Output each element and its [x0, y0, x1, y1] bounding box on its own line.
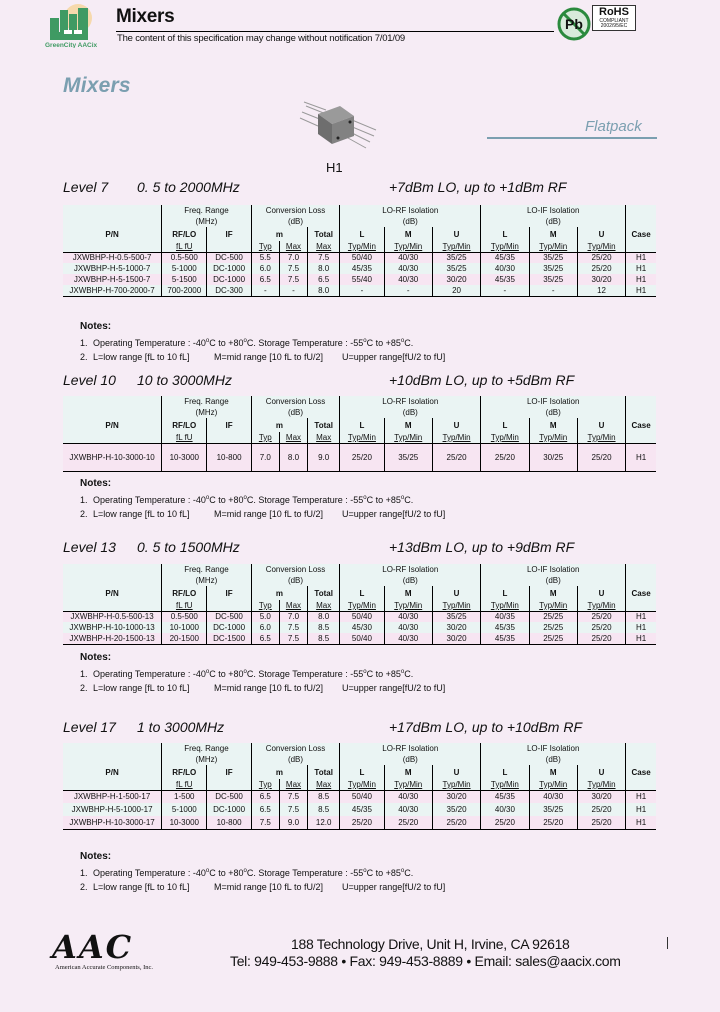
- cell-rf_u: 30/20: [432, 790, 480, 803]
- cell-pn: JXWBHP-H-5-1000-7: [63, 263, 162, 274]
- cell-if_m: 25/25: [529, 622, 577, 633]
- table-row: [63, 611, 656, 622]
- cell-typ: 5.0: [251, 611, 279, 622]
- cell-pn: JXWBHP-H-10-1000-13: [63, 622, 162, 633]
- cell-rflo: 0.5-500: [162, 611, 207, 622]
- cell-if: DC-1000: [207, 803, 251, 816]
- cell-rf_u: 30/20: [432, 274, 480, 285]
- cell-total: 8.0: [308, 263, 340, 274]
- cell-typ: 6.0: [251, 263, 279, 274]
- level-label: Level 7: [63, 179, 109, 195]
- cell-rf_l: 45/35: [340, 263, 384, 274]
- cell-typ: 7.5: [251, 816, 279, 829]
- cell-rf_u: 25/20: [432, 443, 480, 471]
- cell-rf_l: 50/40: [340, 252, 384, 263]
- cell-if_u: 25/20: [577, 611, 625, 622]
- cell-rflo: 20-1500: [162, 633, 207, 644]
- svg-text:GreenCity AACix: GreenCity AACix: [45, 42, 98, 48]
- table-row: [63, 263, 656, 274]
- cell-max: 7.0: [279, 252, 307, 263]
- notes-title: Notes:: [80, 478, 112, 489]
- cell-if: DC-500: [207, 611, 251, 622]
- cell-typ: 6.5: [251, 803, 279, 816]
- frequency-range: 0. 5 to 2000MHz: [137, 179, 240, 195]
- cell-rf_u: 35/25: [432, 611, 480, 622]
- notes-title: Notes:: [80, 321, 112, 332]
- cell-rf_m: 40/30: [384, 622, 432, 633]
- cell-if_u: 30/20: [577, 274, 625, 285]
- cell-max: -: [279, 285, 307, 296]
- cell-case: H1: [626, 803, 656, 816]
- note-temperature: 1. Operating Temperature : -40$^o$C to $+80^oC$. Storage Temperature : -55$^o$C to $+85^oC$.: [80, 868, 414, 878]
- cell-rf_m: 40/30: [384, 252, 432, 263]
- drive-level: +13dBm LO, up to +9dBm RF: [389, 539, 575, 555]
- cell-max: 7.5: [279, 803, 307, 816]
- cell-if_l: -: [481, 285, 529, 296]
- cell-pn: JXWBHP-H-700-2000-7: [63, 285, 162, 296]
- cell-rf_l: 45/30: [340, 622, 384, 633]
- note-ranges: 2. L=low range [fL to 10 fL] M=mid range [10 fL to fU/2] U=upper range[fU/2 to fU]: [80, 683, 446, 693]
- cell-max: 7.5: [279, 790, 307, 803]
- rohs-badge: RoHS COMPLIANT 2002/95/EC: [592, 5, 636, 31]
- cell-if_m: 35/25: [529, 803, 577, 816]
- cell-if_l: 40/30: [481, 803, 529, 816]
- table-row: [63, 285, 656, 296]
- note-temperature: 1. Operating Temperature : -40$^o$C to $+80^oC$. Storage Temperature : -55$^o$C to $+85^oC$.: [80, 495, 414, 505]
- section-heading: [63, 179, 566, 195]
- table-row: [63, 816, 656, 829]
- cell-if_u: 30/20: [577, 790, 625, 803]
- level-label: Level 13: [63, 539, 116, 555]
- cell-if_l: 25/20: [481, 816, 529, 829]
- notes: [80, 477, 445, 521]
- cell-if_m: 25/25: [529, 611, 577, 622]
- cell-rflo: 1-500: [162, 790, 207, 803]
- cell-case: H1: [626, 252, 656, 263]
- cell-rf_u: 35/25: [432, 252, 480, 263]
- notes: [80, 320, 445, 364]
- section-heading: [63, 719, 582, 735]
- table-row: [63, 790, 656, 803]
- cell-rf_m: 40/30: [384, 790, 432, 803]
- cell-typ: 6.5: [251, 790, 279, 803]
- cell-rf_l: 50/40: [340, 611, 384, 622]
- cell-if_l: 45/35: [481, 252, 529, 263]
- cell-rf_l: 25/20: [340, 443, 384, 471]
- cell-pn: JXWBHP-H-5-1000-17: [63, 803, 162, 816]
- cell-if: 10-800: [207, 443, 251, 471]
- cell-typ: 5.5: [251, 252, 279, 263]
- cell-rf_m: 40/30: [384, 263, 432, 274]
- level-label: Level 10: [63, 372, 116, 388]
- cell-rflo: 10-3000: [162, 816, 207, 829]
- cell-if_l: 45/35: [481, 274, 529, 285]
- note-temperature: 1. Operating Temperature : -40$^o$C to $+80^oC$. Storage Temperature : -55$^o$C to $+85^oC$.: [80, 669, 414, 679]
- cell-case: H1: [626, 816, 656, 829]
- cell-total: 7.5: [308, 252, 340, 263]
- cell-rf_u: 30/20: [432, 633, 480, 644]
- cell-rf_u: 35/20: [432, 803, 480, 816]
- cell-rflo: 5-1000: [162, 263, 207, 274]
- cell-if_m: 35/25: [529, 252, 577, 263]
- cell-if: 10-800: [207, 816, 251, 829]
- notes-title: Notes:: [80, 652, 112, 663]
- header-subtitle: The content of this specification may change without notification 7/01/09: [117, 33, 405, 44]
- footer-divider: [667, 937, 668, 949]
- flatpack-part-image: [296, 100, 378, 150]
- cell-if_m: 35/25: [529, 274, 577, 285]
- cell-max: 7.5: [279, 274, 307, 285]
- table-row: [63, 252, 656, 263]
- cell-rf_m: -: [384, 285, 432, 296]
- cell-case: H1: [626, 790, 656, 803]
- cell-total: 8.5: [308, 790, 340, 803]
- cell-rflo: 5-1000: [162, 803, 207, 816]
- cell-if_m: -: [529, 285, 577, 296]
- cell-total: 8.5: [308, 633, 340, 644]
- svg-text:Pb: Pb: [565, 16, 583, 32]
- cell-typ: 6.5: [251, 633, 279, 644]
- package-divider: [487, 137, 657, 139]
- cell-case: H1: [626, 443, 656, 471]
- cell-if_m: 25/20: [529, 816, 577, 829]
- notes-title: Notes:: [80, 851, 112, 862]
- note-temperature: 1. Operating Temperature : -40$^o$C to $+80^oC$. Storage Temperature : -55$^o$C to $+85^oC$.: [80, 338, 414, 348]
- cell-if_l: 45/35: [481, 633, 529, 644]
- cell-total: 8.5: [308, 803, 340, 816]
- cell-if_m: 40/30: [529, 790, 577, 803]
- cell-if: DC-1500: [207, 633, 251, 644]
- frequency-range: 10 to 3000MHz: [137, 372, 232, 388]
- header-divider: [116, 31, 554, 32]
- company-name: American Accurate Components, Inc.: [55, 964, 154, 971]
- cell-rf_l: 50/40: [340, 790, 384, 803]
- cell-if_u: 25/20: [577, 622, 625, 633]
- cell-pn: JXWBHP-H-20-1500-13: [63, 633, 162, 644]
- note-ranges: 2. L=low range [fL to 10 fL] M=mid range [10 fL to fU/2] U=upper range[fU/2 to fU]: [80, 882, 446, 892]
- cell-total: 8.0: [308, 285, 340, 296]
- cell-typ: 7.0: [251, 443, 279, 471]
- cell-rf_l: 45/35: [340, 803, 384, 816]
- cell-if: DC-500: [207, 252, 251, 263]
- cell-case: H1: [626, 611, 656, 622]
- cell-if_l: 25/20: [481, 443, 529, 471]
- cell-rflo: 0.5-500: [162, 252, 207, 263]
- aac-logo: AAC: [52, 928, 134, 966]
- section-heading: [63, 372, 574, 388]
- cell-if_m: 25/25: [529, 633, 577, 644]
- cell-case: H1: [626, 633, 656, 644]
- cell-rf_l: 55/40: [340, 274, 384, 285]
- cell-typ: 6.0: [251, 622, 279, 633]
- cell-case: H1: [626, 263, 656, 274]
- spec-table: Freq. Range Conversion Loss LO-RF Isolation LO-IF Isolation (MHz) (dB) (dB) (dB) P/N RF/LO IF m Total L M U L M U Case fL fU Typ Max Max Typ/Min Typ/Min Typ/Min Typ/Min Typ/Min Typ/Min JXWBHP-H-0.5-500-7 0.5-500 DC-500 5.5 7.0 7.5 50/40 40/30 35/25 45/35 35/25 25/20 H1 JXWBHP-H-5-1000-7 5-1000 DC-1000 6.0 7.5 8.0 45/35 40/30 35/25 40/30 35/25 25/20 H1 JXWBHP-H-5-1500-7 5-1500 DC-1000 6.5 7.5 6.5 55/40 40/30 30/20 45/35 35/25 30/20 H1 JXWBHP-H-700-2000-7 700-2000 DC-300 - - 8.0 - - 20 - - 12 H1: [63, 205, 656, 297]
- cell-typ: 6.5: [251, 274, 279, 285]
- cell-rf_m: 40/30: [384, 803, 432, 816]
- cell-rf_l: 25/20: [340, 816, 384, 829]
- table-row: [63, 443, 656, 471]
- cell-rflo: 700-2000: [162, 285, 207, 296]
- page-title: Mixers: [63, 74, 131, 97]
- cell-total: 12.0: [308, 816, 340, 829]
- drive-level: +10dBm LO, up to +5dBm RF: [389, 372, 575, 388]
- frequency-range: 0. 5 to 1500MHz: [137, 539, 240, 555]
- cell-case: H1: [626, 274, 656, 285]
- drive-level: +17dBm LO, up to +10dBm RF: [389, 719, 582, 735]
- cell-rf_m: 40/30: [384, 633, 432, 644]
- cell-rf_u: 25/20: [432, 816, 480, 829]
- cell-if_u: 25/20: [577, 263, 625, 274]
- cell-if_u: 25/20: [577, 443, 625, 471]
- cell-if: DC-500: [207, 790, 251, 803]
- cell-pn: JXWBHP-H-10-3000-10: [63, 443, 162, 471]
- cell-if_u: 25/20: [577, 803, 625, 816]
- cell-max: 8.0: [279, 443, 307, 471]
- cell-rf_l: 50/40: [340, 633, 384, 644]
- cell-rflo: 10-1000: [162, 622, 207, 633]
- spec-table: Freq. Range Conversion Loss LO-RF Isolation LO-IF Isolation (MHz) (dB) (dB) (dB) P/N RF/LO IF m Total L M U L M U Case fL fU Typ Max Max Typ/Min Typ/Min Typ/Min Typ/Min Typ/Min Typ/Min JXWBHP-H-0.5-500-13 0.5-500 DC-500 5.0 7.0 8.0 50/40 40/30 35/25 40/35 25/25 25/20 H1 JXWBHP-H-10-1000-13 10-1000 DC-1000 6.0 7.5 8.5 45/30 40/30 30/20 45/35 25/25 25/20 H1 JXWBHP-H-20-1500-13 20-1500 DC-1500 6.5 7.5 8.5 50/40 40/30 30/20 45/35 25/25 25/20 H1: [63, 564, 656, 645]
- cell-rf_m: 25/20: [384, 816, 432, 829]
- cell-pn: JXWBHP-H-0.5-500-13: [63, 611, 162, 622]
- spec-table: Freq. Range Conversion Loss LO-RF Isolation LO-IF Isolation (MHz) (dB) (dB) (dB) P/N RF/LO IF m Total L M U L M U Case fL fU Typ Max Max Typ/Min Typ/Min Typ/Min Typ/Min Typ/Min Typ/Min JXWBHP-H-1-500-17 1-500 DC-500 6.5 7.5 8.5 50/40 40/30 30/20 45/35 40/30 30/20 H1 JXWBHP-H-5-1000-17 5-1000 DC-1000 6.5 7.5 8.5 45/35 40/30 35/20 40/30 35/25 25/20 H1 JXWBHP-H-10-3000-17 10-3000 10-800 7.5 9.0 12.0 25/20 25/20 25/20 25/20 25/20 25/20 H1: [63, 743, 656, 830]
- cell-case: H1: [626, 285, 656, 296]
- section-heading: [63, 539, 574, 555]
- drive-level: +7dBm LO, up to +1dBm RF: [389, 179, 567, 195]
- cell-if_l: 45/35: [481, 622, 529, 633]
- notes: [80, 850, 445, 894]
- cell-if_l: 45/35: [481, 790, 529, 803]
- spec-table: Freq. Range Conversion Loss LO-RF Isolation LO-IF Isolation (MHz) (dB) (dB) (dB) P/N RF/LO IF m Total L M U L M U Case fL fU Typ Max Max Typ/Min Typ/Min Typ/Min Typ/Min Typ/Min Typ/Min JXWBHP-H-10-3000-10 10-3000 10-800 7.0 8.0 9.0 25/20 35/25 25/20 25/20 30/25 25/20 H1: [63, 396, 656, 472]
- cell-total: 6.5: [308, 274, 340, 285]
- header-title: Mixers: [116, 6, 175, 27]
- note-ranges: 2. L=low range [fL to 10 fL] M=mid range [10 fL to fU/2] U=upper range[fU/2 to fU]: [80, 352, 446, 362]
- cell-rf_u: 35/25: [432, 263, 480, 274]
- cell-rf_l: -: [340, 285, 384, 296]
- table-row: [63, 803, 656, 816]
- cell-rf_m: 35/25: [384, 443, 432, 471]
- table-row: [63, 633, 656, 644]
- cell-if_u: 25/20: [577, 633, 625, 644]
- frequency-range: 1 to 3000MHz: [137, 719, 225, 735]
- cell-pn: JXWBHP-H-1-500-17: [63, 790, 162, 803]
- cell-max: 7.5: [279, 263, 307, 274]
- cell-rf_m: 40/30: [384, 611, 432, 622]
- cell-rflo: 10-3000: [162, 443, 207, 471]
- cell-pn: JXWBHP-H-0.5-500-7: [63, 252, 162, 263]
- greencity-logo: [44, 4, 116, 48]
- cell-if_l: 40/35: [481, 611, 529, 622]
- cell-if_u: 25/20: [577, 252, 625, 263]
- table-row: [63, 274, 656, 285]
- cell-case: H1: [626, 622, 656, 633]
- cell-if_l: 40/30: [481, 263, 529, 274]
- cell-rf_u: 20: [432, 285, 480, 296]
- cell-if_u: 12: [577, 285, 625, 296]
- cell-if_m: 35/25: [529, 263, 577, 274]
- case-label: H1: [326, 160, 343, 175]
- note-ranges: 2. L=low range [fL to 10 fL] M=mid range [10 fL to fU/2] U=upper range[fU/2 to fU]: [80, 509, 446, 519]
- cell-typ: -: [251, 285, 279, 296]
- cell-max: 7.5: [279, 622, 307, 633]
- cell-rf_u: 30/20: [432, 622, 480, 633]
- contact-info: Tel: 949-453-9888 • Fax: 949-453-8889 • Email: sales@aacix.com: [230, 953, 621, 969]
- cell-max: 7.5: [279, 633, 307, 644]
- cell-if: DC-1000: [207, 622, 251, 633]
- cell-if: DC-300: [207, 285, 251, 296]
- cell-if: DC-1000: [207, 263, 251, 274]
- cell-if: DC-1000: [207, 274, 251, 285]
- cell-max: 9.0: [279, 816, 307, 829]
- table-row: [63, 622, 656, 633]
- level-label: Level 17: [63, 719, 116, 735]
- package-type-label: Flatpack: [585, 118, 642, 135]
- notes: [80, 651, 445, 695]
- cell-total: 9.0: [308, 443, 340, 471]
- address: 188 Technology Drive, Unit H, Irvine, CA 92618: [291, 936, 570, 952]
- cell-max: 7.0: [279, 611, 307, 622]
- cell-rflo: 5-1500: [162, 274, 207, 285]
- cell-if_m: 30/25: [529, 443, 577, 471]
- lead-free-icon: [557, 7, 591, 41]
- cell-if_u: 25/20: [577, 816, 625, 829]
- cell-rf_m: 40/30: [384, 274, 432, 285]
- cell-total: 8.0: [308, 611, 340, 622]
- cell-pn: JXWBHP-H-5-1500-7: [63, 274, 162, 285]
- cell-total: 8.5: [308, 622, 340, 633]
- cell-pn: JXWBHP-H-10-3000-17: [63, 816, 162, 829]
